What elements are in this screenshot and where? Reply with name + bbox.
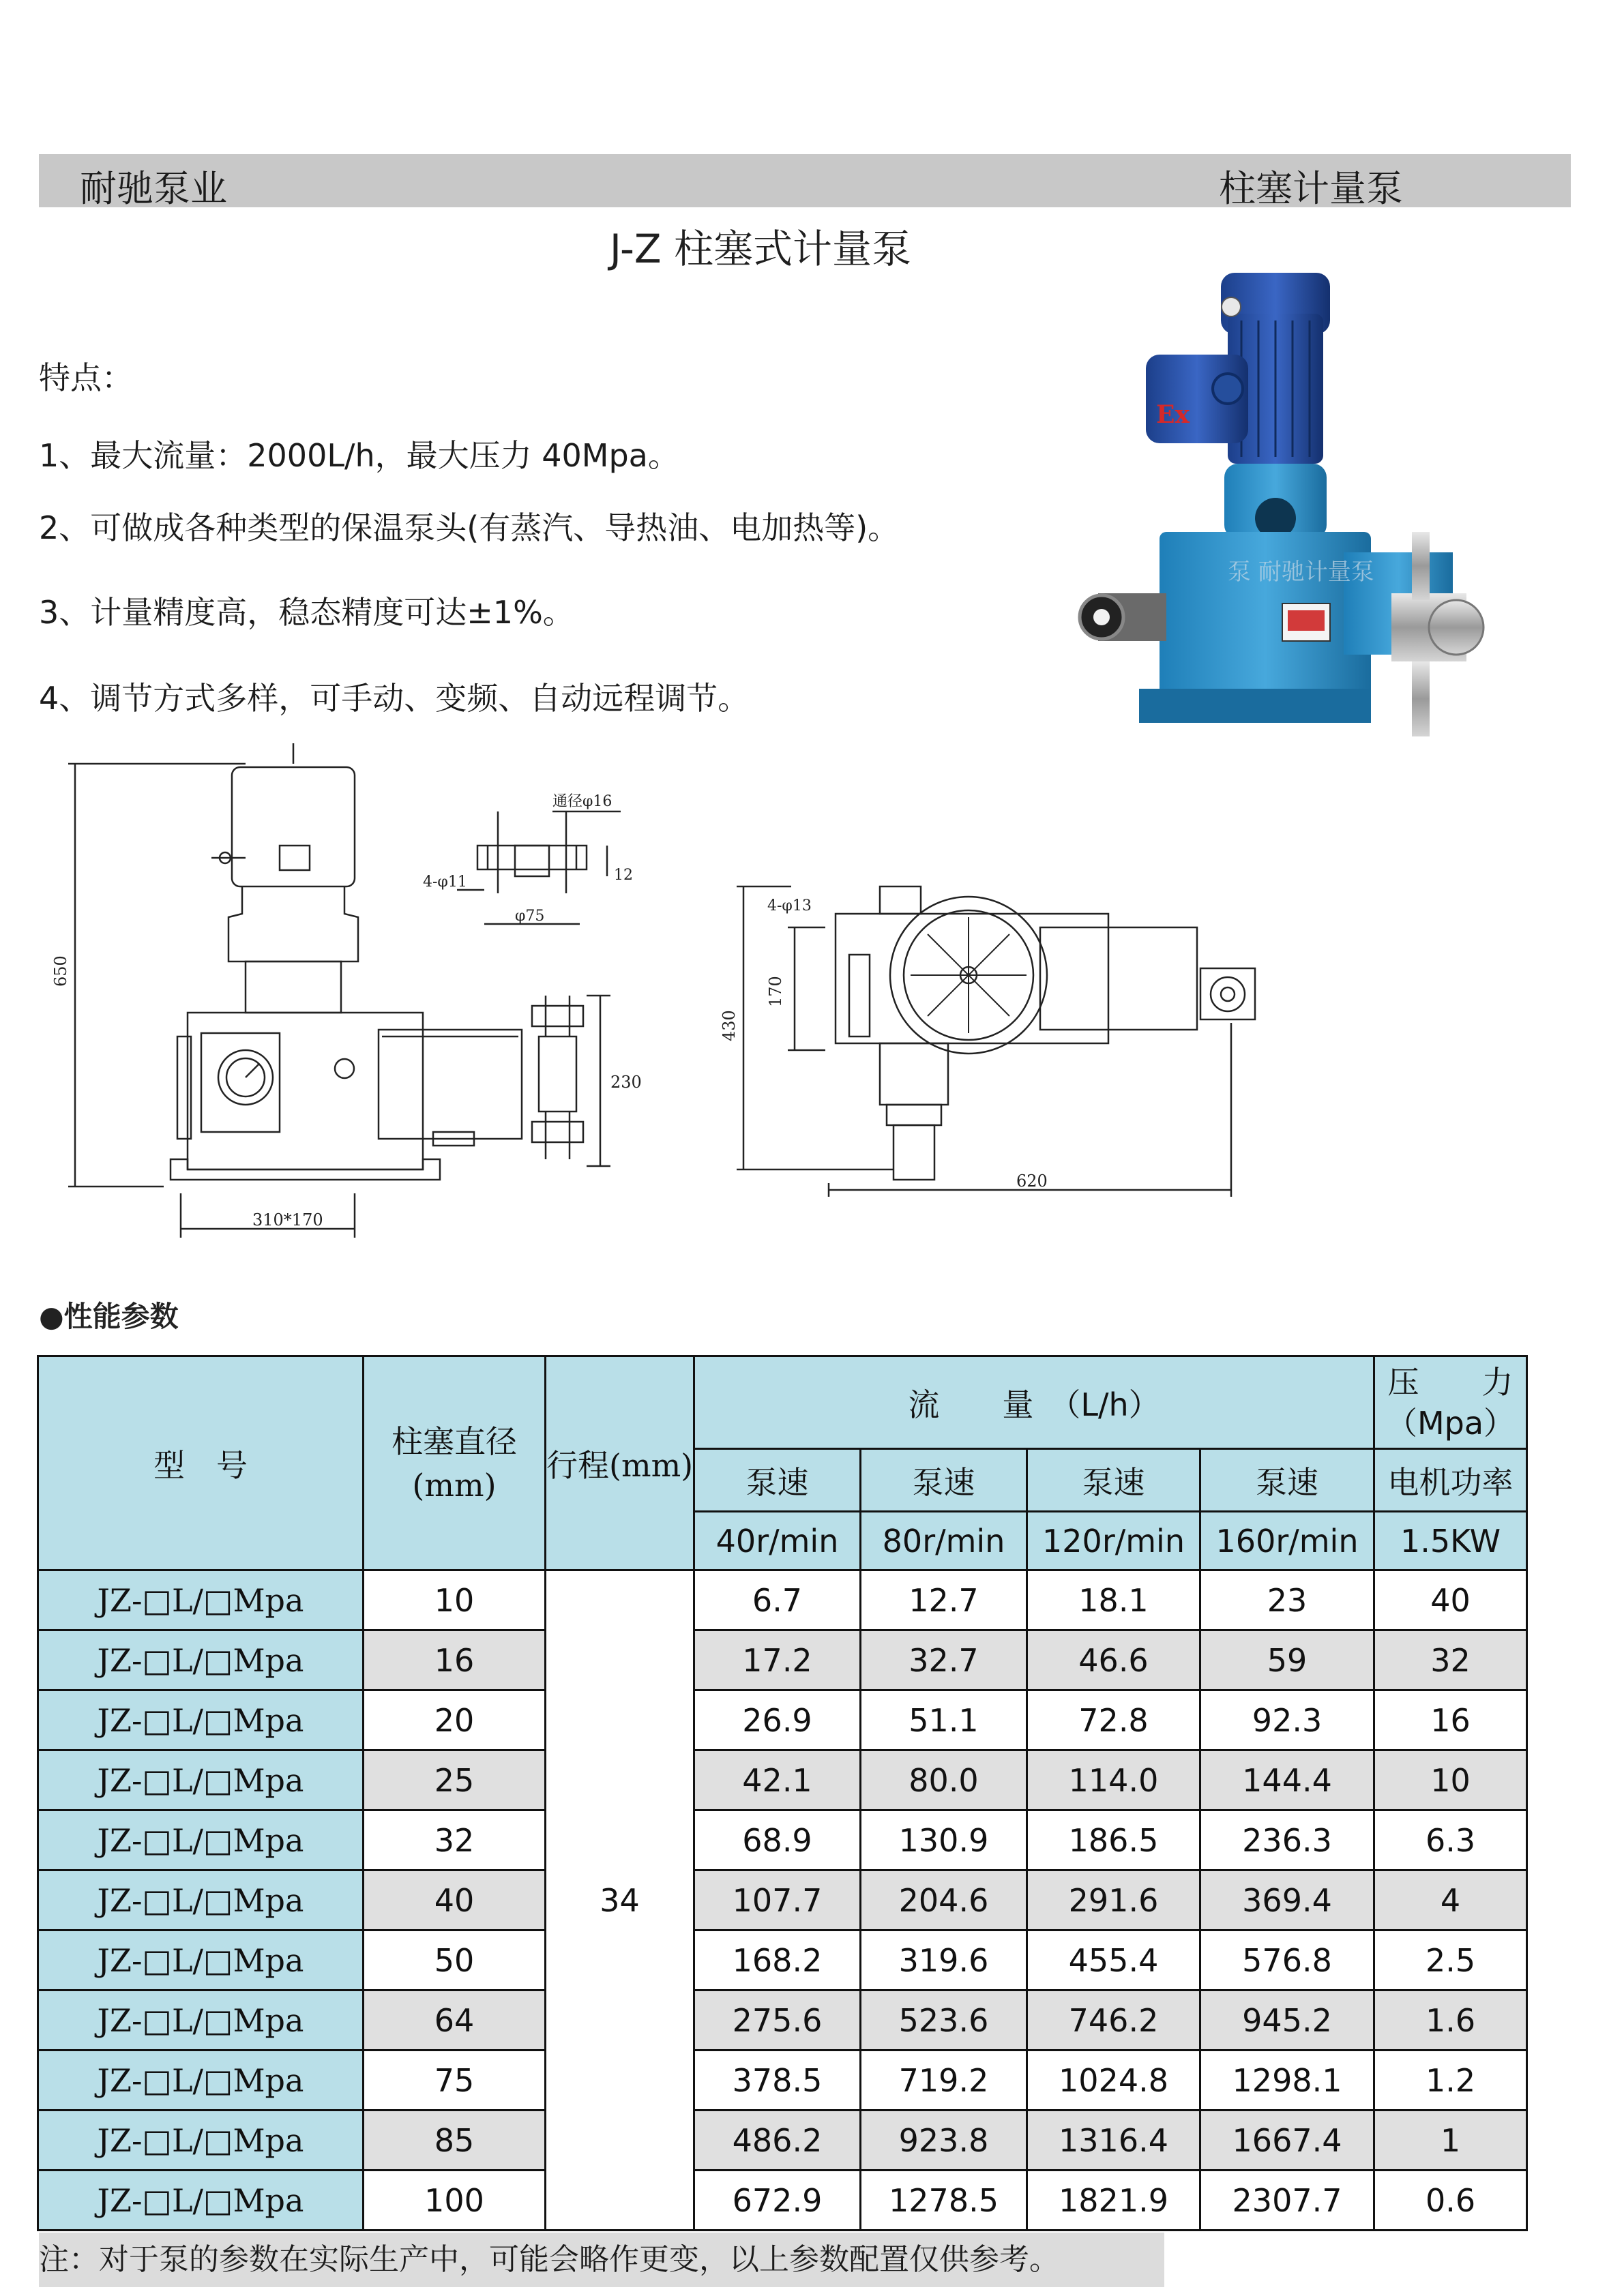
flow-cell: 1667.4 <box>1200 2111 1374 2171</box>
flow-cell: 68.9 <box>694 1810 861 1870</box>
diameter-cell: 10 <box>364 1570 546 1630</box>
flow-cell: 369.4 <box>1200 1870 1374 1930</box>
header-plunger-diameter: 柱塞直径 (mm) <box>364 1356 546 1570</box>
pressure-cell: 16 <box>1374 1690 1527 1750</box>
dim-650: 650 <box>51 955 70 987</box>
flow-cell: 144.4 <box>1200 1750 1374 1810</box>
feature-item-2: 2、可做成各种类型的保温泵头(有蒸汽、导热油、电加热等)。 <box>39 509 900 546</box>
header-motor-power: 电机功率 <box>1374 1449 1527 1512</box>
flow-cell: 1316.4 <box>1027 2111 1200 2171</box>
header-pump-speed-4: 泵速 <box>1200 1449 1374 1512</box>
flow-cell: 1024.8 <box>1027 2051 1200 2111</box>
flow-cell: 107.7 <box>694 1870 861 1930</box>
table-row <box>38 1750 1527 1810</box>
dim-4-13: 4-φ13 <box>767 897 812 914</box>
pump-photo <box>1071 259 1480 750</box>
model-cell: JZ-□L/□Mpa <box>38 2111 364 2171</box>
flow-cell: 80.0 <box>861 1750 1027 1810</box>
flow-cell: 1278.5 <box>861 2171 1027 2231</box>
flow-cell: 746.2 <box>1027 1991 1200 2051</box>
stroke-cell: 34 <box>546 1570 694 2231</box>
model-cell: JZ-□L/□Mpa <box>38 1810 364 1870</box>
flow-cell: 2307.7 <box>1200 2171 1374 2231</box>
dim-620: 620 <box>1016 1172 1048 1191</box>
pressure-cell: 40 <box>1374 1570 1527 1630</box>
flow-cell: 945.2 <box>1200 1991 1374 2051</box>
flow-cell: 168.2 <box>694 1930 861 1991</box>
flange-bolts: 4-φ11 <box>423 874 467 891</box>
diameter-cell: 40 <box>364 1870 546 1930</box>
flow-cell: 1298.1 <box>1200 2051 1374 2111</box>
diameter-cell: 25 <box>364 1750 546 1810</box>
diameter-cell: 64 <box>364 1991 546 2051</box>
diameter-cell: 100 <box>364 2171 546 2231</box>
product-category: 柱塞计量泵 <box>1219 167 1403 210</box>
flow-cell: 236.3 <box>1200 1810 1374 1870</box>
diameter-cell: 85 <box>364 2111 546 2171</box>
flow-cell: 42.1 <box>694 1750 861 1810</box>
flow-cell: 130.9 <box>861 1810 1027 1870</box>
flow-cell: 114.0 <box>1027 1750 1200 1810</box>
model-cell: JZ-□L/□Mpa <box>38 1690 364 1750</box>
pressure-cell: 1.2 <box>1374 2051 1527 2111</box>
flow-cell: 12.7 <box>861 1570 1027 1630</box>
flow-cell: 291.6 <box>1027 1870 1200 1930</box>
performance-title: ●性能参数 <box>39 1300 179 1333</box>
model-cell: JZ-□L/□Mpa <box>38 2171 364 2231</box>
flange-diameter: φ75 <box>515 908 545 925</box>
flow-cell: 26.9 <box>694 1690 861 1750</box>
header-model: 型 号 <box>38 1356 364 1570</box>
pressure-cell: 10 <box>1374 1750 1527 1810</box>
table-row <box>38 1690 1527 1750</box>
header-pressure: 压 力 （Mpa） <box>1374 1356 1527 1449</box>
flow-cell: 275.6 <box>694 1991 861 2051</box>
flow-cell: 17.2 <box>694 1630 861 1690</box>
header-flow: 流 量 （L/h） <box>694 1356 1374 1449</box>
drawing-flange-detail <box>416 791 634 948</box>
flow-cell: 59 <box>1200 1630 1374 1690</box>
flow-cell: 72.8 <box>1027 1690 1200 1750</box>
diameter-cell: 20 <box>364 1690 546 1750</box>
header-pump-speed-3: 泵速 <box>1027 1449 1200 1512</box>
header-bar <box>39 154 1571 210</box>
pressure-cell: 6.3 <box>1374 1810 1527 1870</box>
flow-cell: 92.3 <box>1200 1690 1374 1750</box>
flow-cell: 486.2 <box>694 2111 861 2171</box>
dim-430: 430 <box>720 1010 739 1041</box>
dim-310x170: 310*170 <box>252 1210 323 1229</box>
table-row <box>38 1570 1527 1630</box>
speed-80: 80r/min <box>861 1512 1027 1570</box>
flow-cell: 18.1 <box>1027 1570 1200 1630</box>
table-row <box>38 1630 1527 1690</box>
feature-item-1: 1、最大流量：2000L/h，最大压力 40Mpa。 <box>39 437 679 474</box>
flow-cell: 51.1 <box>861 1690 1027 1750</box>
flange-bore: 通径φ16 <box>552 793 612 810</box>
model-cell: JZ-□L/□Mpa <box>38 1750 364 1810</box>
table-row <box>38 1991 1527 2051</box>
dim-230: 230 <box>610 1073 642 1092</box>
model-cell: JZ-□L/□Mpa <box>38 1570 364 1630</box>
motor-power-value: 1.5KW <box>1374 1512 1527 1570</box>
flow-cell: 23 <box>1200 1570 1374 1630</box>
dim-170: 170 <box>766 976 785 1007</box>
table-row <box>38 2051 1527 2111</box>
speed-120: 120r/min <box>1027 1512 1200 1570</box>
pressure-cell: 2.5 <box>1374 1930 1527 1991</box>
pressure-cell: 1 <box>1374 2111 1527 2171</box>
diameter-cell: 50 <box>364 1930 546 1991</box>
model-cell: JZ-□L/□Mpa <box>38 1991 364 2051</box>
flow-cell: 923.8 <box>861 2111 1027 2171</box>
speed-40: 40r/min <box>694 1512 861 1570</box>
flow-cell: 523.6 <box>861 1991 1027 2051</box>
flow-cell: 46.6 <box>1027 1630 1200 1690</box>
table-row <box>38 1870 1527 1930</box>
table-row <box>38 2171 1527 2231</box>
flow-cell: 32.7 <box>861 1630 1027 1690</box>
pressure-cell: 4 <box>1374 1870 1527 1930</box>
header-stroke: 行程(mm) <box>546 1356 694 1570</box>
pressure-cell: 0.6 <box>1374 2171 1527 2231</box>
pressure-cell: 1.6 <box>1374 1991 1527 2051</box>
diameter-cell: 16 <box>364 1630 546 1690</box>
table-row <box>38 1810 1527 1870</box>
flow-cell: 1821.9 <box>1027 2171 1200 2231</box>
flow-cell: 319.6 <box>861 1930 1027 1991</box>
flow-cell: 186.5 <box>1027 1810 1200 1870</box>
flow-cell: 576.8 <box>1200 1930 1374 1991</box>
flow-cell: 6.7 <box>694 1570 861 1630</box>
flange-height: 12 <box>614 867 633 884</box>
table-row <box>38 2111 1527 2171</box>
flow-cell: 455.4 <box>1027 1930 1200 1991</box>
diameter-cell: 32 <box>364 1810 546 1870</box>
ex-mark: Ex <box>1156 400 1190 429</box>
company-name: 耐驰泵业 <box>80 167 227 210</box>
speed-160: 160r/min <box>1200 1512 1374 1570</box>
features-heading: 特点： <box>39 359 133 396</box>
drawing-top-view <box>720 880 1282 1221</box>
diameter-cell: 75 <box>364 2051 546 2111</box>
flow-cell: 378.5 <box>694 2051 861 2111</box>
feature-item-4: 4、调节方式多样，可手动、变频、自动远程调节。 <box>39 680 750 717</box>
flow-cell: 719.2 <box>861 2051 1027 2111</box>
page-title: J-Z 柱塞式计量泵 <box>609 226 912 272</box>
footnote: 注：对于泵的参数在实际生产中，可能会略作更变，以上参数配置仅供参考。 <box>39 2233 1164 2287</box>
pressure-cell: 32 <box>1374 1630 1527 1690</box>
header-pump-speed-2: 泵速 <box>861 1449 1027 1512</box>
performance-table <box>37 1355 1528 2231</box>
model-cell: JZ-□L/□Mpa <box>38 1870 364 1930</box>
table-row <box>38 1930 1527 1991</box>
flow-cell: 672.9 <box>694 2171 861 2231</box>
model-cell: JZ-□L/□Mpa <box>38 1930 364 1991</box>
feature-item-3: 3、计量精度高，稳态精度可达±1%。 <box>39 594 574 631</box>
header-pump-speed-1: 泵速 <box>694 1449 861 1512</box>
model-cell: JZ-□L/□Mpa <box>38 1630 364 1690</box>
model-cell: JZ-□L/□Mpa <box>38 2051 364 2111</box>
photo-watermark: 泵 耐驰计量泵 <box>1228 558 1374 586</box>
flow-cell: 204.6 <box>861 1870 1027 1930</box>
